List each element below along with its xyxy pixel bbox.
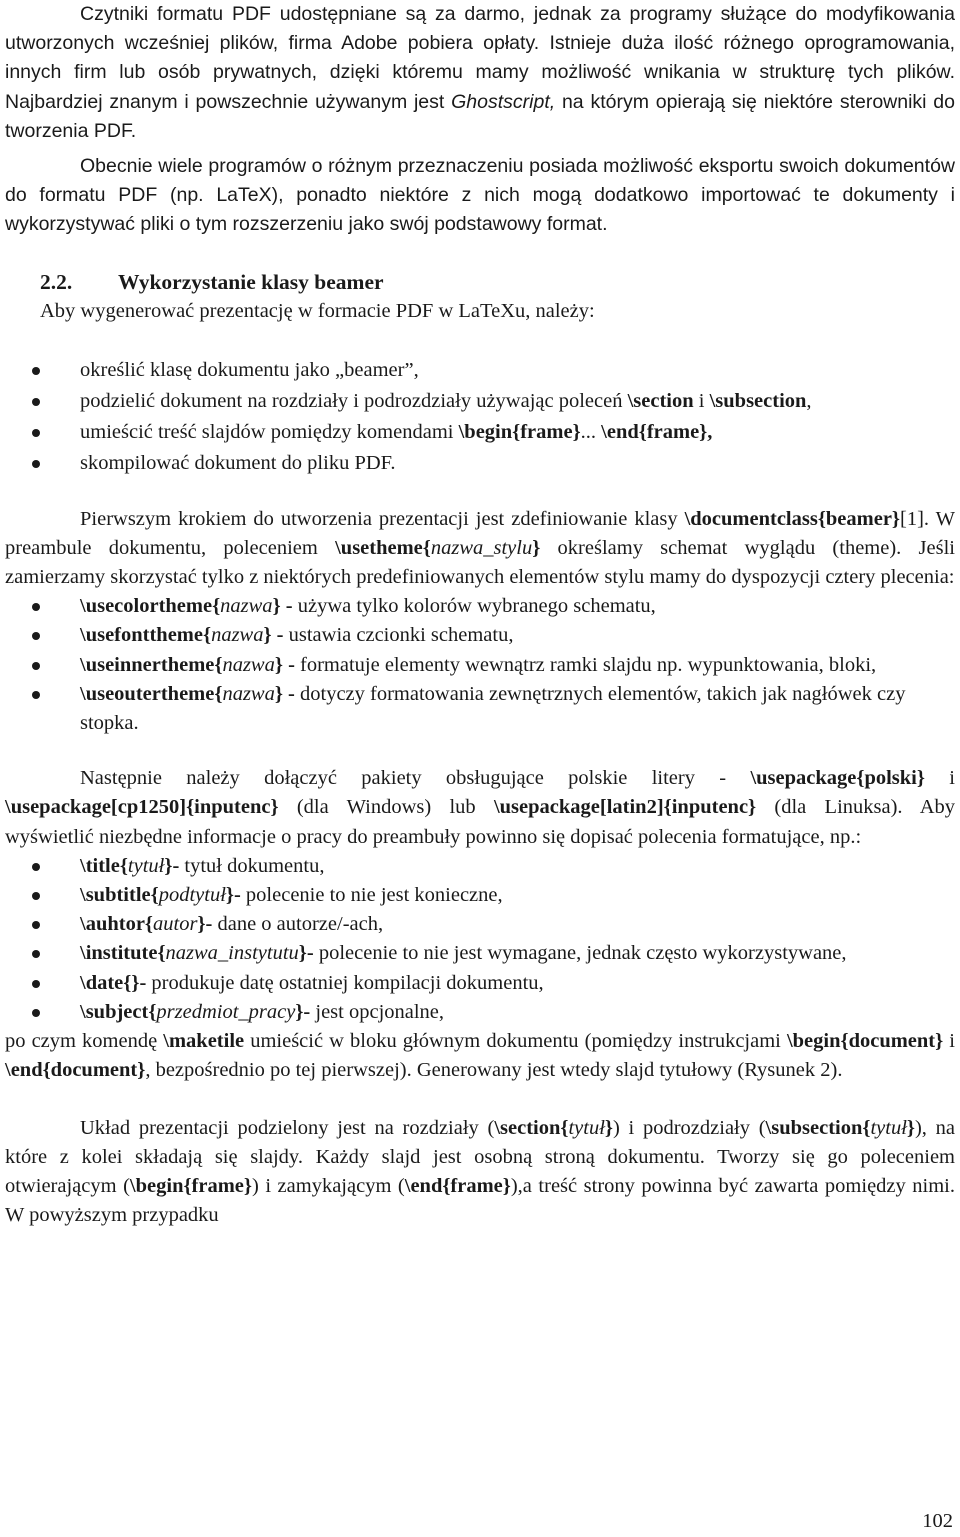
list-item: \subtitle{podtytuł}- polecenie to nie jest konieczne, <box>5 881 955 910</box>
list-item: \institute{nazwa_instytutu}- polecenie to nie jest wymagane, jednak często wykorzystywane, <box>5 939 955 968</box>
list-item: skompilować dokument do pliku PDF. <box>5 449 955 478</box>
list-item: \useoutertheme{nazwa} - dotyczy formatowania zewnętrznych elementów, takich jak nagłówek czy stopka. <box>5 680 955 738</box>
list-item: \subject{przedmiot_pracy}- jest opcjonalne, <box>5 998 955 1027</box>
list-item: \usefonttheme{nazwa} - ustawia czcionki schematu, <box>5 621 955 650</box>
list-item: \title{tytuł}- tytuł dokumentu, <box>5 852 955 881</box>
list-item: umieścić treść slajdów pomiędzy komendami \begin{frame}... \end{frame}, <box>5 418 955 447</box>
section-lead: Aby wygenerować prezentację w formacie PDF w LaTeXu, należy: <box>40 299 595 322</box>
list-item: podzielić dokument na rozdziały i podrozdziały używając poleceń \section i \subsection, <box>5 387 955 416</box>
section-title: Wykorzystanie klasy beamer <box>118 269 384 294</box>
ghostscript-name: Ghostscript, <box>451 90 556 113</box>
section-number: 2.2. <box>40 269 73 294</box>
steps-list <box>5 356 955 479</box>
list-item: \date{}- produkuje datę ostatniej kompilacji dokumentu, <box>5 969 955 998</box>
document-page <box>5 0 955 1230</box>
layout-paragraph: Układ prezentacji podzielony jest na rozdziały (\section{tytuł}) i podrozdziały (\subsection{tytuł}), na które z kolei składają się slajdy. Każdy slajd jest osobną stroną dokumentu. Tworzy się go poleceniem otwierającym (\begin{frame}) i zamykającym (\end{frame}),a treść strony powinna być zawarta pomiędzy nimi. W powyższym przypadku <box>5 1116 956 1227</box>
list-item: \usecolortheme{nazwa} - używa tylko kolorów wybranego schematu, <box>5 592 955 621</box>
page-number: 102 <box>922 1510 953 1532</box>
intro-paragraph-1: Czytniki formatu PDF udostępniane są za darmo, jednak za programy służące do modyfikowania utworzonych wcześniej plików, firma Adobe pobiera opłaty. Istnieje duża ilość różnego oprogramowania, innych firm lub osób prywatnych, dzięki któremu mamy możliwość wnikania w strukturę tych plików. Najbardziej znanym i powszechnie używanym jest Ghostscript, na którym opierają się niektóre sterowniki do tworzenia PDF. <box>5 3 955 142</box>
list-item: określić klasę dokumentu jako „beamer”, <box>5 356 955 385</box>
maketitle-paragraph: po czym komendę \maketile umieścić w bloku głównym dokumentu (pomiędzy instrukcjami \begin{document} i \end{document}, bezpośrednio po tej pierwszej). Generowany jest wtedy slajd tytułowy (Rysunek 2). <box>5 1030 955 1082</box>
intro-paragraph-2: Obecnie wiele programów o różnym przeznaczeniu posiada możliwość eksportu swoich dokumentów do formatu PDF (np. LaTeX), ponadto niektóre z nich mogą dodatkowo importować te dokumenty i wykorzystywać pliki o tym rozszerzeniu jako swój podstawowy format. <box>5 155 955 236</box>
theme-commands-list <box>5 592 955 738</box>
list-item: \auhtor{autor}- dane o autorze/-ach, <box>5 910 955 939</box>
section-heading <box>5 268 955 297</box>
packages-paragraph: Następnie należy dołączyć pakiety obsługujące polskie litery - \usepackage{polski} i \usepackage[cp1250]{inputenc} (dla Windows) lub \usepackage[latin2]{inputenc} (dla Linuksa). Aby wyświetlić niezbędne informacje o pracy do preambuły powinno się dopisać polecenia formatujące, np.: <box>5 767 956 848</box>
class-paragraph: Pierwszym krokiem do utworzenia prezentacji jest zdefiniowanie klasy \documentclass{beamer}[1]. W preambule dokumentu, poleceniem \usetheme{nazwa_stylu} określamy schemat wyglądu (theme). Jeśli zamierzamy skorzystać tylko z niektórych predefiniowanych elementów stylu mamy do dyspozycji cztery plecenia: <box>5 507 955 589</box>
preamble-commands-list <box>5 852 955 1027</box>
list-item: \useinnertheme{nazwa} - formatuje elementy wewnątrz ramki slajdu np. wypunktowania, bloki, <box>5 651 955 680</box>
